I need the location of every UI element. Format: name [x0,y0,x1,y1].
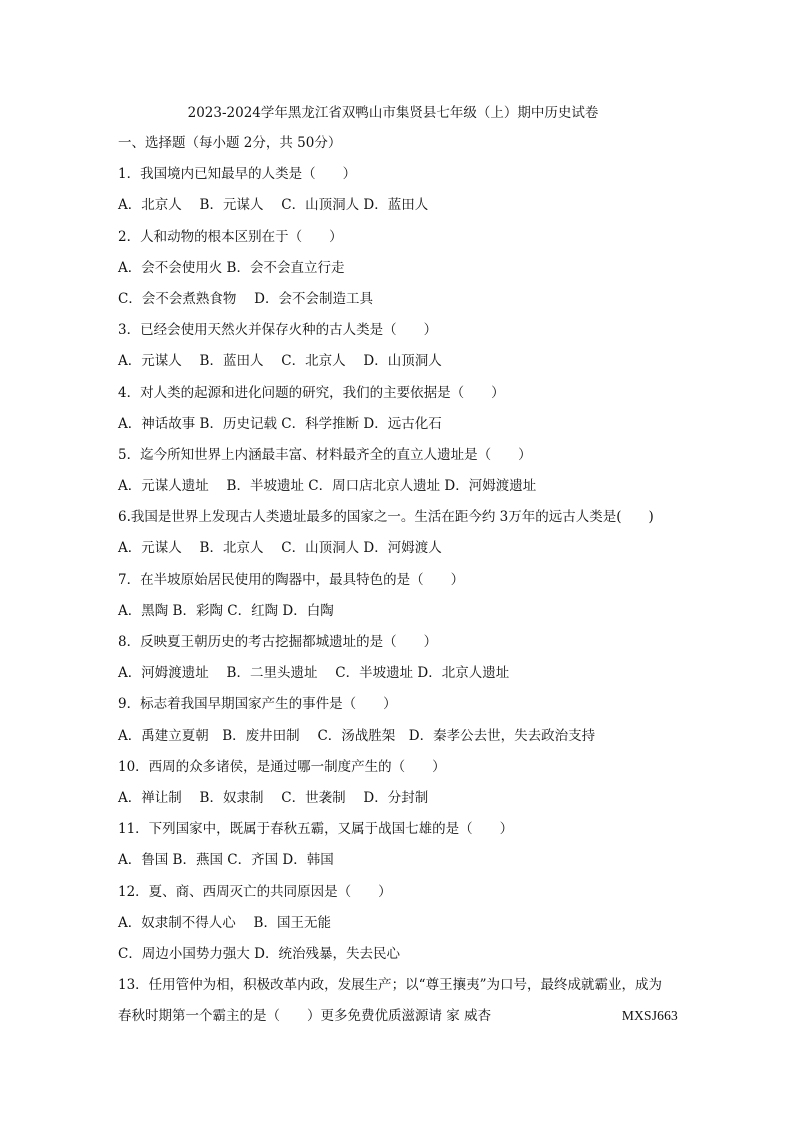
question-line: 6.我国是世界上发现古人类遗址最多的国家之一。生活在距今约 3万年的远古人类是( ) [118,509,654,526]
section-heading: 一、选择题（每小题 2分，共 50分） [118,135,342,151]
question-line: 3．已经会使用天然火并保存火种的古人类是（ ） [118,322,438,339]
question-line: 10．西周的众多诸侯，是通过哪一制度产生的（ ） [118,758,446,775]
answer-options-line: A．禹建立夏朝 B．废井田制 C．汤战胜架 D．秦孝公去世，失去政治支持 [118,727,596,744]
exam-title: 2023-2024学年黑龙江省双鸭山市集贤县七年级（上）期中历史试卷 [187,105,599,121]
exam-body [118,134,678,1007]
question-line: 7．在半坡原始居民使用的陶器中，最具特色的是（ ） [118,571,465,588]
question-line: 4．对人类的起源和进化问题的研究，我们的主要依据是（ ） [118,384,505,401]
question-line: 9．标志着我国早期国家产生的事件是（ ） [118,696,397,713]
answer-options-line: A．鲁国 B．燕国 C．齐国 D．韩国 [118,852,334,869]
answer-options-line: A．会不会使用火 B．会不会直立行走 [118,259,345,276]
answer-options-line: C．周边小国势力强大 D．统治残暴，失去民心 [118,945,400,962]
answer-options-line: A．黑陶 B．彩陶 C．红陶 D．白陶 [118,602,334,619]
question-line: 12．夏、商、西周灭亡的共同原因是（ ） [118,883,392,900]
last-question-line [118,1007,678,1025]
question-line: 8．反映夏王朝历史的考古挖掘都城遗址的是（ ） [118,634,438,650]
question-line: 1．我国境内已知最早的人类是（ ） [118,166,357,183]
answer-options-line: A．元谋人 B．北京人 C．山顶洞人 D．河姆渡人 [118,540,442,557]
answer-options-line: A．元谋人遗址 B．半坡遗址 C．周口店北京人遗址 D．河姆渡遗址 [118,478,537,495]
exam-page [118,104,678,1025]
question-line: 11．下列国家中，既属于春秋五霸，又属于战国七雄的是（ ） [118,821,514,838]
question-line: 13．任用管仲为相，积极改革内政，发展生产；以“尊王攘夷”为口号，最终成就霸业，成为 [118,977,662,994]
last-question-text: 春秋时期第一个霸主的是（ ）更多免费优质滋源请 家 威杏 [118,1008,492,1025]
answer-options-line: C．会不会煮熟食物 D．会不会制造工具 [118,290,373,307]
question-line: 5．迄今所知世界上内涵最丰富、材料最齐全的直立人遗址是（ ） [118,446,532,463]
answer-options-line: A．元谋人 B．蓝田人 C．北京人 D．山顶洞人 [118,353,442,370]
answer-options-line: A．河姆渡遗址 B．二里头遗址 C．半坡遗址 D．北京人遗址 [118,665,510,682]
answer-options-line: A．禅让制 B．奴隶制 C．世袭制 D．分封制 [118,789,429,806]
watermark-code: MXSJ663 [621,1008,678,1024]
answer-options-line: A．奴隶制不得人心 B．国王无能 [118,914,331,931]
answer-options-line: A．北京人 B．元谋人 C．山顶洞人 D．蓝田人 [118,197,429,214]
question-line: 2．人和动物的根本区别在于（ ） [118,228,343,245]
answer-options-line: A．神话故事 B．历史记载 C．科学推断 D．远古化石 [118,415,442,432]
